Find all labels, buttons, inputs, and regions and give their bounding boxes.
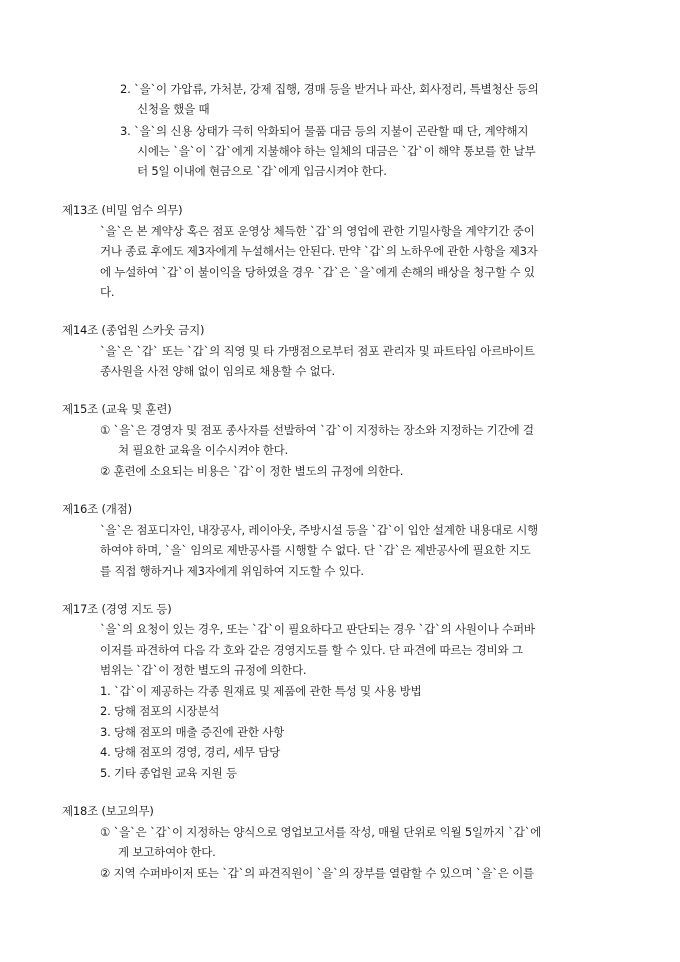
article-17-item-1: 1. `갑`이 제공하는 각종 원재료 및 제품에 관한 특성 및 사용 방법 (100, 684, 422, 698)
article-15-title: 제15조 (교육 및 훈련) (62, 402, 172, 416)
article-17-title: 제17조 (경영 지도 등) (62, 602, 172, 616)
article-18-title: 제18조 (보고의무) (62, 804, 154, 818)
article-16-line-1: `을`은 점포디자인, 내장공사, 레이아웃, 주방시설 등을 `갑`이 입안 설계한 내용대로 시행 (100, 523, 539, 537)
article-16-line-2: 하여야 하며, `을` 임의로 제반공사를 시행할 수 없다. 단 `갑`은 제반공사에 필요한 지도 (100, 543, 531, 557)
article-13-line-1: `을`은 본 계약상 혹은 점포 운영상 체득한 `갑`의 영업에 관한 기밀사항을 계약기간 중이 (100, 224, 535, 238)
article-15-line-1: ① `을`은 경영자 및 점포 종사자를 선발하여 `갑`이 지정하는 장소와 지정하는 기간에 걸 (100, 423, 534, 437)
article-17-item-4: 4. 당해 점포의 경영, 경리, 세무 담당 (100, 745, 281, 759)
article-18-line-3: ② 지역 수퍼바이저 또는 `갑`의 파견직원이 `을`의 장부를 열람할 수 있으며 `을`은 이를 (100, 866, 534, 880)
continued-item-3-line-3: 터 5일 이내에 현금으로 `갑`에게 입금시켜야 한다. (137, 164, 387, 178)
article-18-line-1: ① `을`은 `갑`이 지정하는 양식으로 영업보고서를 작성, 매월 단위로 익월 5일까지 `갑`에 (100, 825, 542, 839)
article-16-line-3: 를 직접 행하거나 제3자에게 위임하여 지도할 수 있다. (100, 564, 364, 578)
article-14-line-1: `을`은 `갑` 또는 `갑`의 직영 및 타 가맹점으로부터 점포 관리자 및 파트타임 아르바이트 (100, 344, 535, 358)
continued-item-2-line-1: 2. `을`이 가압류, 가처분, 강제 집행, 경매 등을 받거나 파산, 회사정리, 특별청산 등의 (120, 82, 539, 96)
article-15-line-3: ② 훈련에 소요되는 비용은 `갑`이 정한 별도의 규정에 의한다. (100, 464, 404, 478)
article-17-line-1: `을`의 요청이 있는 경우, 또는 `갑`이 필요하다고 판단되는 경우 `갑`의 사원이나 수퍼바 (100, 622, 535, 636)
article-15-line-2: 쳐 필요한 교육을 이수시켜야 한다. (118, 443, 289, 457)
continued-item-3-line-2: 시에는 `을`이 `갑`에게 지불해야 하는 일체의 대금은 `갑`이 해약 통보를 한 날부 (137, 144, 536, 158)
article-18-line-2: 게 보고하여야 한다. (118, 845, 216, 859)
article-17-line-3: 범위는 `갑`이 정한 별도의 규정에 의한다. (100, 663, 307, 677)
article-13-line-4: 다. (100, 285, 115, 299)
article-14-title: 제14조 (종업원 스카웃 금지) (62, 323, 205, 337)
continued-item-3-line-1: 3. `을`의 신용 상태가 극히 악화되어 물품 대금 등의 지불이 곤란할 때 단, 계약해지 (120, 124, 529, 138)
article-17-item-5: 5. 기타 종업원 교육 지원 등 (100, 766, 237, 780)
article-17-item-3: 3. 당해 점포의 매출 증진에 관한 사항 (100, 725, 285, 739)
article-17-line-2: 이저를 파견하여 다음 각 호와 같은 경영지도를 할 수 있다. 단 파견에 따르는 경비와 그 (100, 643, 523, 657)
article-13-line-3: 에 누설하여 `갑`이 불이익을 당하였을 경우 `갑`은 `을`에게 손해의 배상을 청구할 수 있 (100, 265, 535, 279)
article-14-line-2: 종사원을 사전 양해 없이 임의로 채용할 수 없다. (100, 364, 335, 378)
article-16-title: 제16조 (개점) (62, 502, 132, 516)
article-13-title: 제13조 (비밀 엄수 의무) (62, 203, 183, 217)
article-13-line-2: 거나 종료 후에도 제3자에게 누설해서는 안된다. 만약 `갑`의 노하우에 관한 사항을 제3자 (100, 244, 538, 258)
article-17-item-2: 2. 당해 점포의 시장분석 (100, 704, 220, 718)
continued-item-2-line-2: 신청을 했을 때 (137, 102, 210, 116)
